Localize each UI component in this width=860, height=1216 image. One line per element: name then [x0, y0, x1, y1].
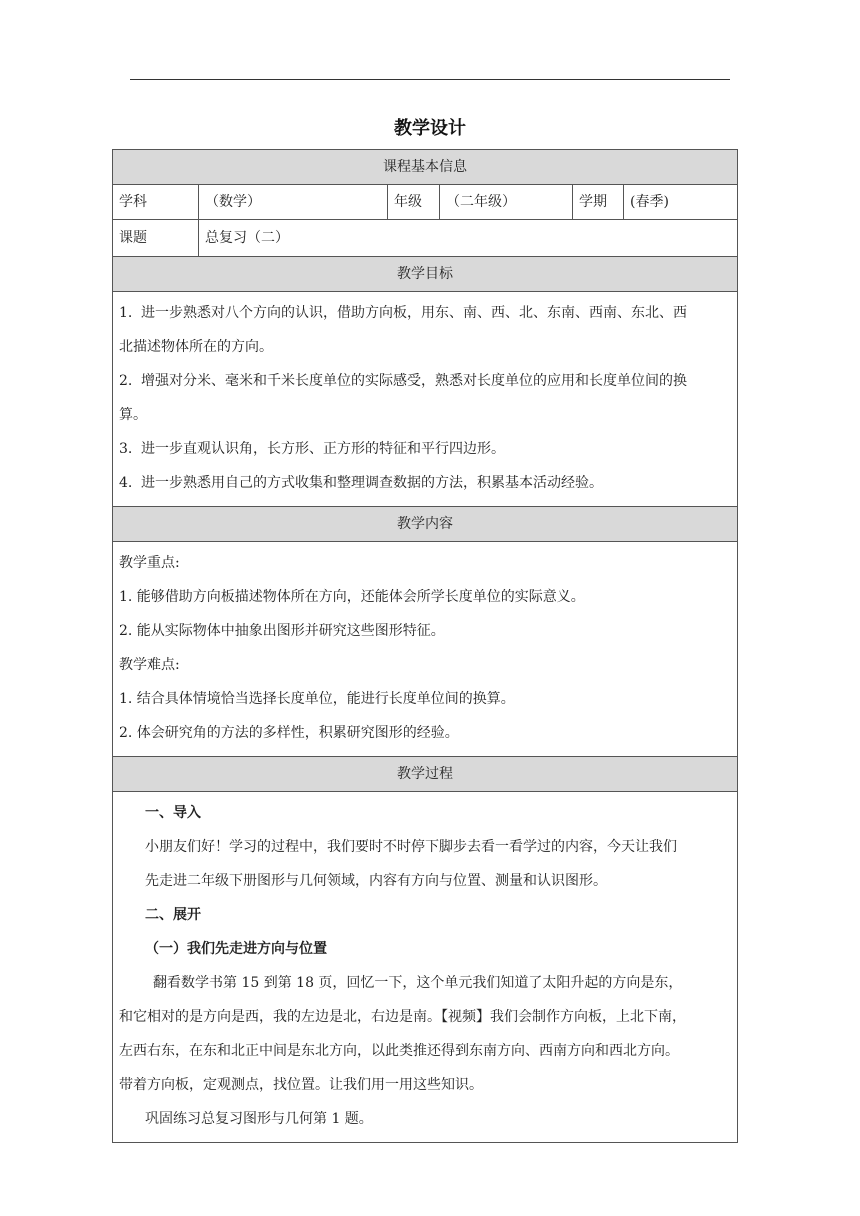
objective-text: 进一步直观认识角，长方形、正方形的特征和平行四边形。: [141, 441, 505, 457]
difficult-point: 2. 体会研究角的方法的多样性，积累研究图形的经验。: [119, 725, 459, 741]
document-title: 教学设计: [394, 118, 466, 139]
key-points-label: 教学重点:: [119, 555, 180, 571]
direction-subheading: （一）我们先走进方向与位置: [145, 941, 327, 957]
content-body: [113, 542, 737, 757]
objective-number: 3.: [119, 441, 133, 457]
objective-continuation: 算。: [119, 407, 147, 423]
term-value: (春季): [630, 194, 669, 210]
objective-item: [119, 466, 731, 500]
direction-paragraph-line: 翻看数学书第 15 到第 18 页，回忆一下，这个单元我们知道了太阳升起的方向是东，: [153, 975, 683, 991]
topic-row: [113, 220, 737, 257]
direction-paragraph-line: 和它相对的是方向是西，我的左边是北，右边是南。【视频】我们会制作方向板，上北下南，: [119, 1009, 686, 1025]
subject-label: 学科: [113, 185, 199, 219]
objective-item: [119, 364, 731, 398]
objective-number: 1.: [119, 305, 133, 321]
difficult-point: 1. 结合具体情境恰当选择长度单位，能进行长度单位间的换算。: [119, 691, 515, 707]
direction-paragraph-line: 带着方向板，定观测点，找位置。让我们用一用这些知识。: [119, 1077, 483, 1093]
content-header: 教学内容: [113, 507, 737, 542]
objective-text: 增强对分米、毫米和千米长度单位的实际感受，熟悉对长度单位的应用和长度单位间的换: [141, 373, 687, 389]
key-point: 1. 能够借助方向板描述物体所在方向，还能体会所学长度单位的实际意义。: [119, 589, 585, 605]
subject-value: （数学）: [199, 185, 388, 219]
basic-info-row: [113, 185, 737, 220]
header-rule: [130, 79, 730, 80]
process-body: [113, 792, 737, 1142]
topic-label: 课题: [113, 220, 199, 256]
objective-text: 进一步熟悉对八个方向的认识，借助方向板，用东、南、西、北、东南、西南、东北、西: [141, 305, 687, 321]
intro-paragraph-line: 小朋友们好！学习的过程中，我们要时不时停下脚步去看一看学过的内容，今天让我们: [145, 839, 677, 855]
objective-item: [119, 296, 731, 330]
objectives-list: [113, 292, 737, 507]
objectives-header: 教学目标: [113, 257, 737, 292]
term-label: 学期: [573, 185, 624, 219]
basic-info-header: 课程基本信息: [113, 150, 737, 185]
direction-paragraph-line: 左西右东，在东和北正中间是东北方向，以此类推还得到东南方向、西南方向和西北方向。: [119, 1043, 679, 1059]
objective-continuation: 北描述物体所在的方向。: [119, 339, 273, 355]
difficult-points-label: 教学难点:: [119, 657, 180, 673]
exercise-note: 巩固练习总复习图形与几何第 1 题。: [145, 1111, 373, 1127]
lesson-plan-table: [112, 149, 738, 1143]
objective-text: 进一步熟悉用自己的方式收集和整理调查数据的方法，积累基本活动经验。: [141, 475, 603, 491]
grade-value: （二年级）: [440, 185, 573, 219]
topic-value: 总复习（二）: [205, 230, 289, 246]
objective-number: 2.: [119, 373, 133, 389]
process-header: 教学过程: [113, 757, 737, 792]
key-point: 2. 能从实际物体中抽象出图形并研究这些图形特征。: [119, 623, 445, 639]
intro-paragraph-line: 先走进二年级下册图形与几何领域，内容有方向与位置、测量和认识图形。: [145, 873, 607, 889]
objective-item: [119, 432, 731, 466]
expand-heading: 二、展开: [145, 907, 201, 923]
objective-number: 4.: [119, 475, 133, 491]
grade-label: 年级: [388, 185, 440, 219]
intro-heading: 一、导入: [145, 805, 201, 821]
